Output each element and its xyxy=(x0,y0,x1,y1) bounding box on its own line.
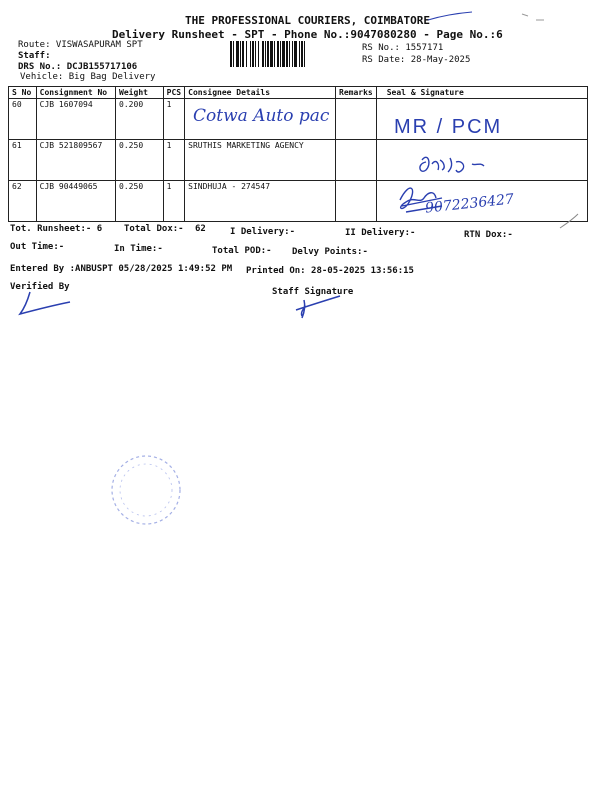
ii-delivery: II Delivery:- xyxy=(345,228,416,238)
in-time: In Time:- xyxy=(114,244,163,254)
stray-mark-icon xyxy=(428,12,472,20)
cell-consignment: CJB 521809567 xyxy=(36,140,115,181)
delivery-signature-icon xyxy=(400,188,442,212)
cell-consignee: SRUTHIS MARKETING AGENCY xyxy=(185,140,336,181)
cell-pcs: 1 xyxy=(163,140,184,181)
out-time: Out Time:- xyxy=(10,242,65,252)
round-stamp-icon xyxy=(112,456,180,524)
header-seal: Seal & Signature xyxy=(376,87,587,99)
entered-by: Entered By :ANBUSPT 05/28/2025 1:49:52 PM xyxy=(10,264,233,274)
header-remarks: Remarks xyxy=(336,87,377,99)
vehicle-label: Vehicle: Big Bag Delivery xyxy=(20,72,156,82)
tot-runsheet: Tot. Runsheet:- 6 xyxy=(10,224,103,234)
cell-consignee: SINDHUJA - 274547 xyxy=(185,181,336,222)
total-dox-value: 62 xyxy=(195,224,206,234)
stray-mark-icon xyxy=(522,14,544,20)
handwritten-consignee: Cotwa Auto pac xyxy=(193,106,330,126)
cell-pcs: 1 xyxy=(163,99,184,140)
handwritten-phone: 9072236427 xyxy=(424,191,515,217)
cell-sno: 62 xyxy=(9,181,37,222)
cell-sno: 61 xyxy=(9,140,37,181)
header-consignment: Consignment No xyxy=(36,87,115,99)
stray-mark-icon xyxy=(560,214,578,228)
cell-consignment: CJB 1607094 xyxy=(36,99,115,140)
verified-signature-icon xyxy=(20,292,70,314)
cell-consignment: CJB 90449065 xyxy=(36,181,115,222)
rtn-dox: RTN Dox:- xyxy=(464,230,513,240)
cell-weight: 0.200 xyxy=(116,99,164,140)
header-sno: S No xyxy=(9,87,37,99)
header-consignee: Consignee Details xyxy=(185,87,336,99)
drs-number: DRS No.: DCJB155717106 xyxy=(18,62,138,72)
cell-sno: 60 xyxy=(9,99,37,140)
total-dox-label: Total Dox:- xyxy=(124,224,184,234)
staff-label: Staff: xyxy=(18,51,51,61)
total-pod: Total POD:- xyxy=(212,246,272,256)
printed-on: Printed On: 28-05-2025 13:56:15 xyxy=(246,266,414,276)
header-pcs: PCS xyxy=(163,87,184,99)
rs-date: RS Date: 28-May-2025 xyxy=(362,55,471,65)
i-delivery: I Delivery:- xyxy=(230,227,296,237)
header-weight: Weight xyxy=(116,87,164,99)
staff-signature-icon xyxy=(296,296,340,318)
handwritten-seal: MR / PCM xyxy=(394,116,503,138)
staff-signature-label: Staff Signature xyxy=(272,287,354,297)
runsheet-title: Delivery Runsheet - SPT - Phone No.:9047080280 - Page No.:6 xyxy=(112,28,503,41)
cell-weight: 0.250 xyxy=(116,140,164,181)
route-label: Route: VISWASAPURAM SPT xyxy=(18,40,143,50)
cell-weight: 0.250 xyxy=(116,181,164,222)
delvy-points: Delvy Points:- xyxy=(292,247,368,257)
rs-number: RS No.: 1557171 xyxy=(362,43,444,53)
cell-pcs: 1 xyxy=(163,181,184,222)
verified-by-label: Verified By xyxy=(10,282,70,292)
company-title: THE PROFESSIONAL COURIERS, COIMBATORE xyxy=(185,14,431,27)
initials-signature-icon xyxy=(420,157,484,172)
